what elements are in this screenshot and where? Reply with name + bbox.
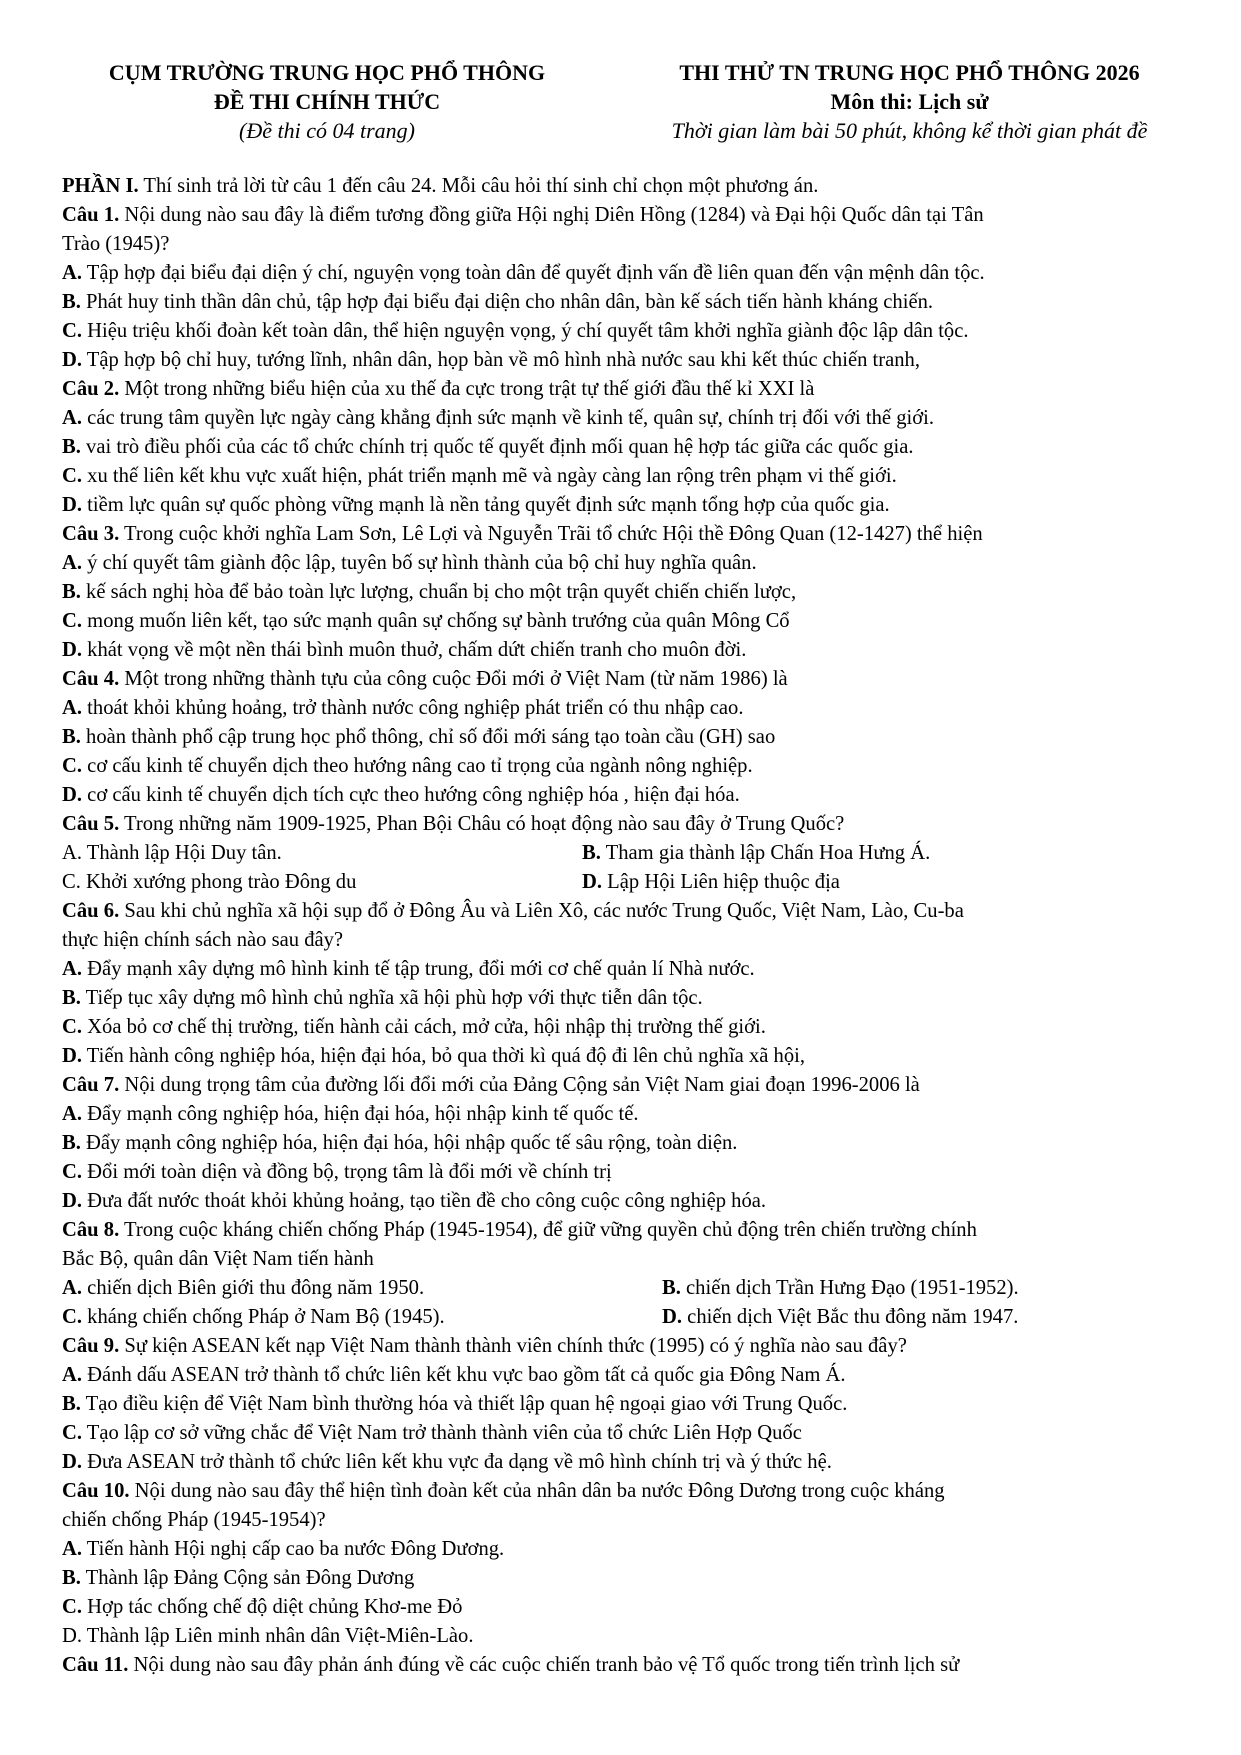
- q5-option-b: B. Tham gia thành lập Chấn Hoa Hưng Á.: [582, 842, 931, 864]
- q10-option-d: D. Thành lập Liên minh nhân dân Việt-Miên-Lào.: [62, 1625, 474, 1647]
- q2-option-b: B. vai trò điều phối của các tổ chức chính trị quốc tế quyết định mối quan hệ hợp tác giữa các quốc gia.: [62, 436, 914, 458]
- q5-options-row-1: [62, 839, 1192, 868]
- q7-option-c: C. Đổi mới toàn diện và đồng bộ, trọng tâm là đổi mới về chính trị: [62, 1161, 612, 1183]
- q4-option-a: A. thoát khỏi khủng hoảng, trở thành nước công nghiệp phát triển có thu nhập cao.: [62, 697, 744, 719]
- q5-option-c: C. Khởi xướng phong trào Đông du: [62, 871, 357, 893]
- exam-title: THI THỬ TN TRUNG HỌC PHỔ THÔNG 2026: [679, 60, 1140, 85]
- question-9: Câu 9. Sự kiện ASEAN kết nạp Việt Nam thành thành viên chính thức (1995) có ý nghĩa nào sau đây?: [62, 1335, 907, 1357]
- question-6-cont: thực hiện chính sách nào sau đây?: [62, 929, 344, 951]
- q6-option-d: D. Tiến hành công nghiệp hóa, hiện đại hóa, bỏ qua thời kì quá độ đi lên chủ nghĩa xã hội,: [62, 1045, 806, 1067]
- q2-option-a: A. các trung tâm quyền lực ngày càng khẳng định sức mạnh về kinh tế, quân sự, chính trị đối với thế giới.: [62, 407, 934, 429]
- question-4: Câu 4. Một trong những thành tựu của công cuộc Đổi mới ở Việt Nam (từ năm 1986) là: [62, 668, 788, 690]
- q5-option-d: D. Lập Hội Liên hiệp thuộc địa: [582, 871, 840, 893]
- q4-option-d: D. cơ cấu kinh tế chuyển dịch tích cực theo hướng công nghiệp hóa , hiện đại hóa.: [62, 784, 740, 806]
- question-5: Câu 5. Trong những năm 1909-1925, Phan Bội Châu có hoạt động nào sau đây ở Trung Quốc?: [62, 813, 845, 835]
- q2-option-d: D. tiềm lực quân sự quốc phòng vững mạnh là nền tảng quyết định sức mạnh tổng hợp của quốc gia.: [62, 494, 890, 516]
- q1-option-b: B. Phát huy tinh thần dân chủ, tập hợp đại biểu đại diện cho nhân dân, bàn kế sách tiến hành kháng chiến.: [62, 291, 934, 313]
- q7-option-d: D. Đưa đất nước thoát khỏi khủng hoảng, tạo tiền đề cho công cuộc công nghiệp hóa.: [62, 1190, 767, 1212]
- q8-option-b: B. chiến dịch Trần Hưng Đạo (1951-1952).: [662, 1277, 1019, 1299]
- q5-option-a: A. Thành lập Hội Duy tân.: [62, 842, 282, 864]
- time-note: Thời gian làm bài 50 phút, không kể thời gian phát đề: [671, 118, 1148, 143]
- q6-option-a: A. Đẩy mạnh xây dựng mô hình kinh tế tập trung, đổi mới cơ chế quản lí Nhà nước.: [62, 958, 755, 980]
- q1-option-c: C. Hiệu triệu khối đoàn kết toàn dân, thể hiện nguyện vọng, ý chí quyết tâm khởi nghĩa giành độc lập dân tộc.: [62, 320, 969, 342]
- q9-option-a: A. Đánh dấu ASEAN trở thành tổ chức liên kết khu vực bao gồm tất cả quốc gia Đông Nam Á.: [62, 1364, 846, 1386]
- question-1-cont: Trào (1945)?: [62, 233, 170, 255]
- q6-option-c: C. Xóa bỏ cơ chế thị trường, tiến hành cải cách, mở cửa, hội nhập thị trường thế giới.: [62, 1016, 766, 1038]
- q5-options-row-2: [62, 868, 1192, 897]
- q3-option-c: C. mong muốn liên kết, tạo sức mạnh quân sự chống sự bành trướng của quân Mông Cổ: [62, 610, 790, 632]
- question-8: Câu 8. Trong cuộc kháng chiến chống Pháp (1945-1954), để giữ vững quyền chủ động trên chiến trường chính: [62, 1219, 977, 1241]
- q9-option-d: D. Đưa ASEAN trở thành tổ chức liên kết khu vực đa dạng về mô hình chính trị và ý thức hệ.: [62, 1451, 832, 1473]
- subject-label: Môn thi: Lịch sử: [830, 89, 989, 114]
- part-instruction: PHẦN I. Thí sinh trả lời từ câu 1 đến câu 24. Mỗi câu hỏi thí sinh chỉ chọn một phương án.: [62, 175, 819, 197]
- question-6: Câu 6. Sau khi chủ nghĩa xã hội sụp đổ ở Đông Âu và Liên Xô, các nước Trung Quốc, Việt Nam, Lào, Cu-ba: [62, 900, 964, 922]
- exam-header: [62, 58, 1192, 148]
- q9-option-c: C. Tạo lập cơ sở vững chắc để Việt Nam trở thành thành viên của tổ chức Liên Hợp Quốc: [62, 1422, 802, 1444]
- q4-option-b: B. hoàn thành phổ cập trung học phổ thông, chỉ số đổi mới sáng tạo toàn cầu (GH) sao: [62, 726, 776, 748]
- official-exam-label: ĐỀ THI CHÍNH THỨC: [213, 89, 441, 114]
- q1-option-a: A. Tập hợp đại biểu đại diện ý chí, nguyện vọng toàn dân để quyết định vấn đề liên quan đến vận mệnh dân tộc.: [62, 262, 985, 284]
- q8-option-d: D. chiến dịch Việt Bắc thu đông năm 1947.: [662, 1306, 1019, 1328]
- page-count-note: (Đề thi có 04 trang): [239, 118, 415, 143]
- q8-option-c: C. kháng chiến chống Pháp ở Nam Bộ (1945).: [62, 1306, 445, 1328]
- question-10-cont: chiến chống Pháp (1945-1954)?: [62, 1509, 326, 1531]
- q4-option-c: C. cơ cấu kinh tế chuyển dịch theo hướng nâng cao tỉ trọng của ngành nông nghiệp.: [62, 755, 753, 777]
- school-block: [62, 58, 592, 145]
- q10-option-c: C. Hợp tác chống chế độ diệt chủng Khơ-me Đỏ: [62, 1596, 463, 1618]
- question-7: Câu 7. Nội dung trọng tâm của đường lối đổi mới của Đảng Cộng sản Việt Nam giai đoạn 1996-2006 là: [62, 1074, 920, 1096]
- q10-option-a: A. Tiến hành Hội nghị cấp cao ba nước Đông Dương.: [62, 1538, 505, 1560]
- question-3: Câu 3. Trong cuộc khởi nghĩa Lam Sơn, Lê Lợi và Nguyễn Trãi tổ chức Hội thề Đông Quan (12-1427) thể hiện: [62, 523, 983, 545]
- q8-options-row-1: [62, 1274, 1192, 1303]
- q2-option-c: C. xu thế liên kết khu vực xuất hiện, phát triển mạnh mẽ và ngày càng lan rộng trên phạm vi thế giới.: [62, 465, 897, 487]
- q3-option-a: A. ý chí quyết tâm giành độc lập, tuyên bố sự hình thành của bộ chỉ huy nghĩa quân.: [62, 552, 757, 574]
- exam-content: [62, 172, 1192, 1680]
- question-11: Câu 11. Nội dung nào sau đây phản ánh đúng về các cuộc chiến tranh bảo vệ Tổ quốc trong tiến trình lịch sử: [62, 1654, 960, 1676]
- q3-option-d: D. khát vọng về một nền thái bình muôn thuở, chấm dứt chiến tranh cho muôn đời.: [62, 639, 747, 661]
- q6-option-b: B. Tiếp tục xây dựng mô hình chủ nghĩa xã hội phù hợp với thực tiễn dân tộc.: [62, 987, 703, 1009]
- q7-option-b: B. Đẩy mạnh công nghiệp hóa, hiện đại hóa, hội nhập quốc tế sâu rộng, toàn diện.: [62, 1132, 738, 1154]
- question-10: Câu 10. Nội dung nào sau đây thể hiện tình đoàn kết của nhân dân ba nước Đông Dương trong cuộc kháng: [62, 1480, 945, 1502]
- q9-option-b: B. Tạo điều kiện để Việt Nam bình thường hóa và thiết lập quan hệ ngoại giao với Trung Quốc.: [62, 1393, 848, 1415]
- q7-option-a: A. Đẩy mạnh công nghiệp hóa, hiện đại hóa, hội nhập kinh tế quốc tế.: [62, 1103, 639, 1125]
- q8-options-row-2: [62, 1303, 1192, 1332]
- q3-option-b: B. kế sách nghị hòa để bảo toàn lực lượng, chuẩn bị cho một trận quyết chiến chiến lược,: [62, 581, 797, 603]
- school-name: CỤM TRƯỜNG TRUNG HỌC PHỔ THÔNG: [108, 60, 546, 85]
- question-2: Câu 2. Một trong những biểu hiện của xu thế đa cực trong trật tự thế giới đầu thế kỉ XXI là: [62, 378, 815, 400]
- q10-option-b: B. Thành lập Đảng Cộng sản Đông Dương: [62, 1567, 415, 1589]
- question-8-cont: Bắc Bộ, quân dân Việt Nam tiến hành: [62, 1248, 374, 1270]
- question-1: Câu 1. Nội dung nào sau đây là điểm tương đồng giữa Hội nghị Diên Hồng (1284) và Đại hội Quốc dân tại Tân: [62, 204, 984, 226]
- q8-option-a: A. chiến dịch Biên giới thu đông năm 1950.: [62, 1277, 425, 1299]
- exam-info-block: [617, 58, 1202, 145]
- q1-option-d: D. Tập hợp bộ chỉ huy, tướng lĩnh, nhân dân, họp bàn về mô hình nhà nước sau khi kết thúc chiến tranh,: [62, 349, 920, 371]
